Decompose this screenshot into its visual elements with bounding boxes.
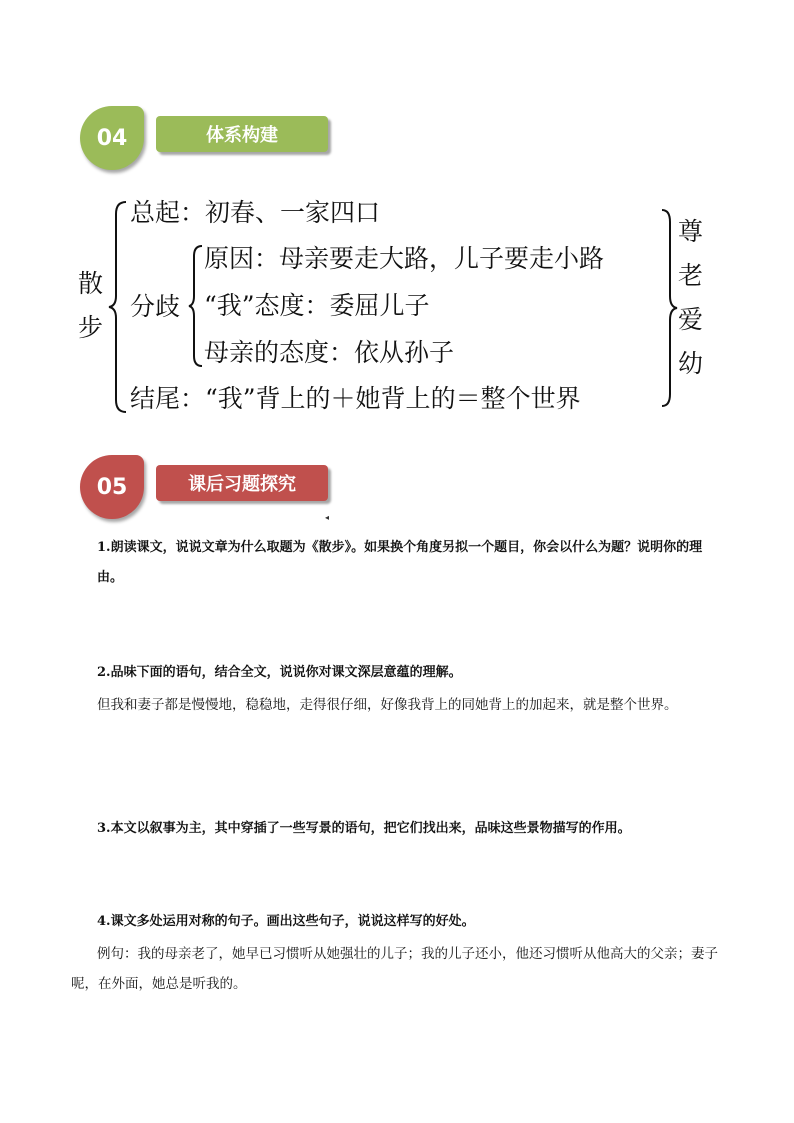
diagram-root-char: 散 xyxy=(78,269,104,298)
diagram-sub-my-attitude: “我”态度：委屈儿子 xyxy=(204,291,430,320)
diagram-theme-char: 爱 xyxy=(678,305,704,334)
section-header-05 xyxy=(80,455,340,519)
diagram-theme-char: 尊 xyxy=(678,217,704,246)
question-4-example: 例句：我的母亲老了，她早已习惯听从她强壮的儿子；我的儿子还小，他还习惯听从他高大的父亲；妻子呢，在外面，她总是听我的。 xyxy=(71,946,718,992)
question-4: 4.课文多处运用对称的句子。画出这些句子，说说这样写的好处。 xyxy=(97,914,475,929)
diagram-root-char: 步 xyxy=(78,313,104,342)
section-header-04 xyxy=(80,106,340,170)
diagram-row-ending: 结尾：“我”背上的＋她背上的＝整个世界 xyxy=(130,384,581,413)
diagram-row-intro: 总起：初春、一家四口 xyxy=(130,198,381,227)
question-3: 3.本文以叙事为主，其中穿插了一些写景的语句，把它们找出来，品味这些景物描写的作用。 xyxy=(97,821,631,836)
left-brace-main xyxy=(108,200,128,414)
diagram-theme-char: 幼 xyxy=(678,349,704,378)
structure-diagram xyxy=(78,192,718,422)
question-1 xyxy=(71,533,727,593)
section-title: 课后习题探究 xyxy=(156,465,328,501)
diagram-theme xyxy=(678,210,703,386)
section-number-badge: 04 xyxy=(80,106,144,170)
diagram-theme-char: 老 xyxy=(678,261,704,290)
section-title: 体系构建 xyxy=(156,116,328,152)
section-number-badge: 05 xyxy=(80,455,144,519)
diagram-branch-label: 分歧 xyxy=(130,292,181,321)
diagram-sub-reason: 原因：母亲要走大路，儿子要走小路 xyxy=(204,244,605,273)
question-2: 2.品味下面的语句，结合全文，说说你对课文深层意蕴的理解。 xyxy=(97,665,462,680)
question-1-text: 1.朗读课文，说说文章为什么取题为《散步》。如果换个角度另拟一个题目，你会以什么为题？说明你的理由。 xyxy=(97,540,703,585)
small-marker: ◂ xyxy=(325,513,330,522)
diagram-root xyxy=(78,262,103,350)
right-brace xyxy=(660,208,678,408)
diagram-sub-mother-attitude: 母亲的态度：依从孙子 xyxy=(204,338,455,367)
question-2-quote: 但我和妻子都是慢慢地，稳稳地，走得很仔细，好像我背上的同她背上的加起来，就是整个世界。 xyxy=(97,697,678,713)
left-brace-inner xyxy=(188,244,204,368)
